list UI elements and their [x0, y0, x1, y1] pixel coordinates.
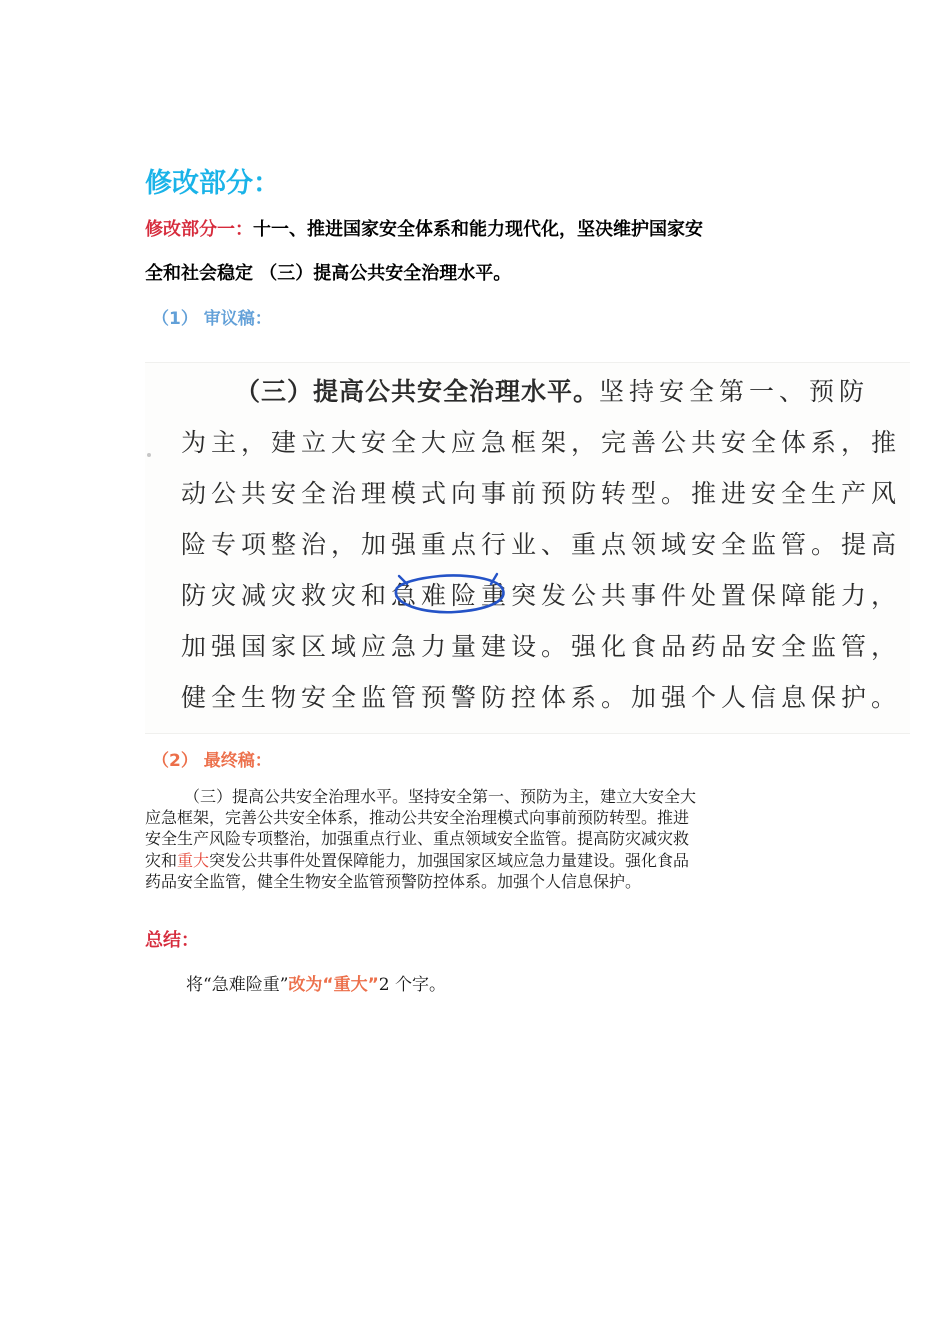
summary-change: 改为“重大”: [288, 975, 379, 995]
draft-line-6: 加强国家区域应急力量建设。强化食品药品安全监管，: [181, 632, 902, 661]
final-label: （2） 最终稿：: [152, 751, 272, 771]
summary-original: 将“急难险重”: [186, 975, 289, 995]
draft-line-3: 动公共安全治理模式向事前预防转型。推进安全生产风: [181, 479, 902, 508]
summary-heading: 总结：: [145, 930, 199, 951]
draft-line-4: 险专项整治，加强重点行业、重点领域安全监管。提高: [181, 530, 902, 559]
part-one-line-2: 全和社会稳定 （三）提高公共安全治理水平。: [145, 263, 512, 284]
section-heading: 修改部分：: [145, 168, 280, 199]
draft-line-7: 健全生物安全监管预警防控体系。加强个人信息保护。: [181, 683, 902, 712]
draft-bold-title: （三）提高公共安全治理水平。: [235, 377, 600, 406]
draft-line-1-text: 坚持安全第一、预防: [599, 377, 870, 406]
draft-scan-image: [145, 362, 910, 734]
hand-drawn-circle-annotation: [385, 568, 515, 618]
part-one-line-1: [145, 216, 703, 244]
final-line-2: 应急框架，完善公共安全体系，推动公共安全治理模式向事前预防转型。推进: [145, 808, 690, 827]
draft-line-1: [235, 375, 869, 409]
draft-label: （1） 审议稿：: [152, 309, 272, 329]
summary-count: 2 个字。: [378, 975, 446, 995]
final-line-4-start: 灾和: [145, 851, 178, 870]
final-line-3: 安全生产风险专项整治，加强重点行业、重点领域安全监管。提高防灾减灾救: [145, 829, 690, 848]
scan-speck: [147, 453, 151, 457]
draft-line-5: 防灾减灾救灾和急难险重突发公共事件处置保障能力，: [181, 581, 902, 610]
final-line-4: [145, 850, 805, 871]
final-line-5: 药品安全监管，健全生物安全监管预警防控体系。加强个人信息保护。: [145, 872, 642, 891]
summary-text: [186, 972, 446, 998]
final-line-4-end: 突发公共事件处置保障能力，加强国家区域应急力量建设。强化食品: [209, 851, 690, 870]
draft-line-2: 为主，建立大安全大应急框架，完善公共安全体系，推: [181, 428, 902, 457]
part-one-title-start: 十一、推进国家安全体系和能力现代化，坚决维护国家安: [253, 219, 703, 240]
circle-stroke: [396, 576, 504, 613]
part-one-label: 修改部分一：: [145, 219, 253, 240]
final-changed-word: 重大: [177, 851, 210, 870]
final-line-1: （三）提高公共安全治理水平。坚持安全第一、预防为主，建立大安全大: [184, 787, 697, 806]
